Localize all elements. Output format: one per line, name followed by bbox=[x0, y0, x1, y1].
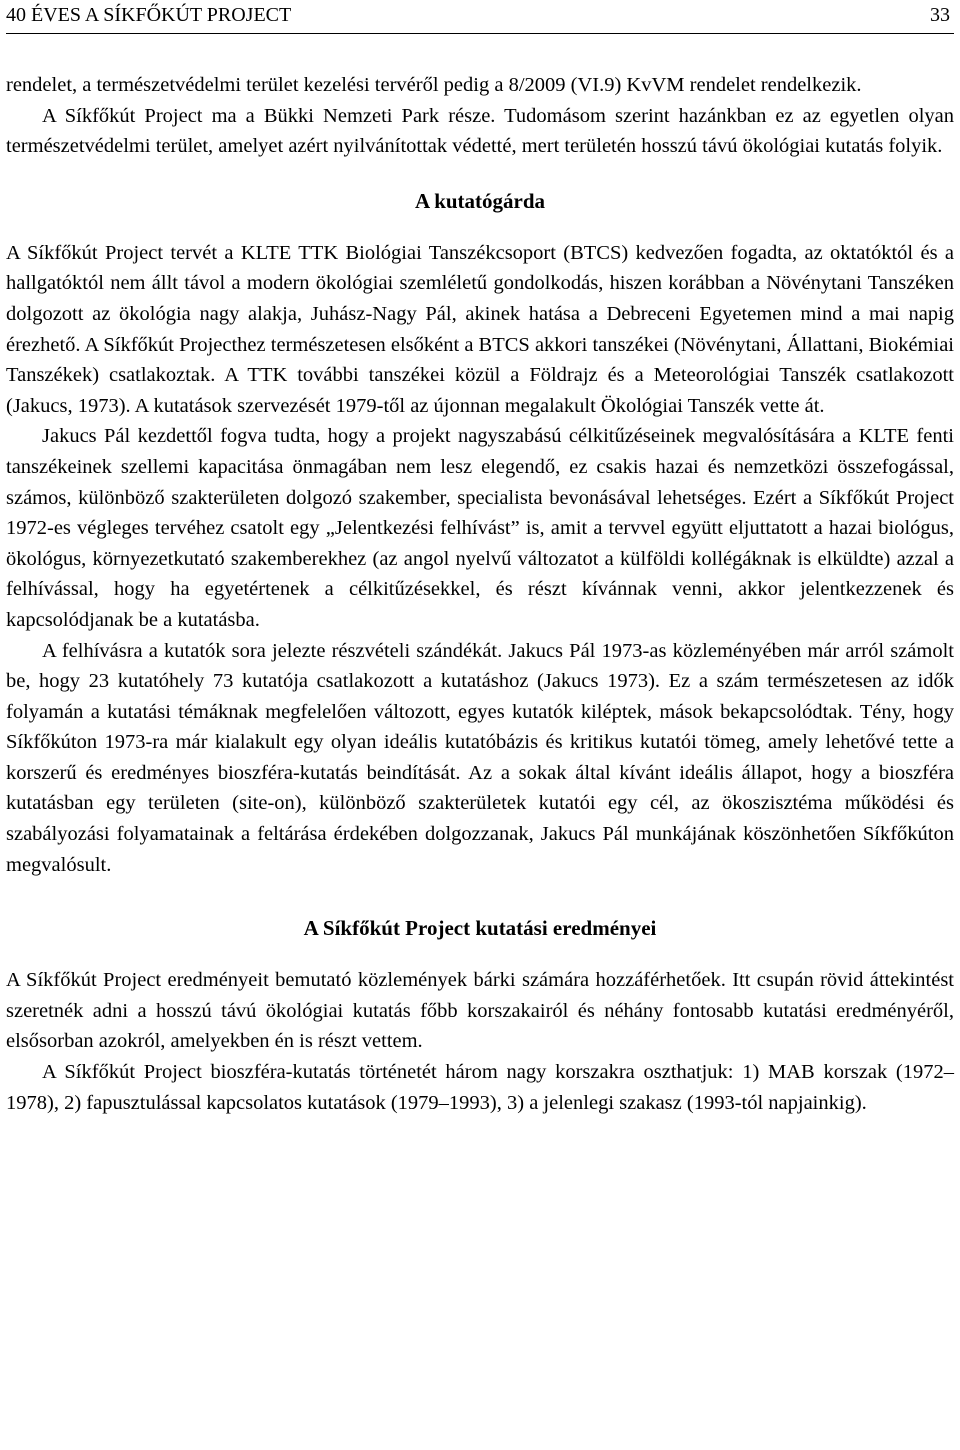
page-number: 33 bbox=[930, 4, 950, 26]
document-body bbox=[6, 70, 954, 1118]
spacer bbox=[6, 216, 954, 238]
spacer bbox=[6, 162, 954, 186]
spacer bbox=[6, 880, 954, 913]
paragraph: A Síkfőkút Project ma a Bükki Nemzeti Park része. Tudomásom szerint hazánkban ez az egyetlen olyan természetvédelmi terület, amelyet azért nyilvánítottak védetté, mert területén hosszú távú ökológiai kutatás folyik. bbox=[6, 104, 954, 158]
spacer bbox=[6, 943, 954, 965]
running-header-title: 40 ÉVES A SÍKFŐKÚT PROJECT bbox=[6, 4, 292, 26]
paragraph: A Síkfőkút Project eredményeit bemutató közlemények bárki számára hozzáférhetőek. Itt csupán rövid áttekintést szeretnék adni a hosszú távú ökológiai kutatás főbb korszakairól és néhány fontosabb kutatási eredményéről, elsősorban azokról, amelyekben én is részt vettem. bbox=[6, 969, 954, 1053]
section-heading: A kutatógárda bbox=[414, 188, 546, 213]
running-header bbox=[6, 0, 954, 34]
paragraph: Jakucs Pál kezdettől fogva tudta, hogy a projekt nagyszabású célkitűzéseinek megvalósítására a KLTE fenti tanszékeinek szellemi kapacitása önmagában nem lesz elegendő, ez csakis hazai és nemzetközi összefogással, számos, különböző szakterületen dolgozó szakember, specialista bevonásával lehetséges. Ezért a Síkfőkút Project 1972-es végleges tervéhez csatolt egy „Jelentkezési felhívást” is, amit a tervvel együtt eljuttatott a hazai biológus, ökológus, környezetkutató szakemberekhez (az angol nyelvű változatot a külföldi kollégáknak is elküldte) azzal a felhívással, hogy ha egyetértenek a célkitűzésekkel, és részt kívánnak venni, akkor jelentkezzenek és kapcsolódjanak be a kutatásba. bbox=[6, 425, 954, 631]
paragraph: rendelet, a természetvédelmi terület kezelési tervéről pedig a 8/2009 (VI.9) KvVM rendelet rendelkezik. bbox=[6, 74, 862, 96]
paragraph: A Síkfőkút Project tervét a KLTE TTK Biológiai Tanszékcsoport (BTCS) kedvezően fogadta, az oktatóktól és a hallgatóktól nem állt távol a modern ökológiai szemléletű gondolkodás, hiszen korábban a Növénytani Tanszéken dolgozott az ökológia nagy alakja, Juhász-Nagy Pál, akinek hatása a Debreceni Egyetemen mind a mai napig érezhető. A Síkfőkút Projecthez természetesen elsőként a BTCS akkori tanszékei (Növénytani, Állattani, Biokémiai Tanszékek) csatlakoztak. A TTK további tanszékei közül a Földrajz és a Meteorológiai Tanszék csatlakozott (Jakucs, 1973). A kutatások szervezését 1979-től az újonnan megalakult Ökológiai Tanszék vette át. bbox=[6, 241, 954, 417]
paragraph: A Síkfőkút Project bioszféra-kutatás történetét három nagy korszakra oszthatjuk: 1) MAB korszak (1972–1978), 2) fapusztulással kapcsolatos kutatások (1979–1993), 3) a jelenlegi szakasz (1993-tól napjainkig). bbox=[6, 1061, 954, 1114]
section-heading: A Síkfőkút Project kutatási eredményei bbox=[303, 916, 657, 941]
paragraph: A felhívásra a kutatók sora jelezte részvételi szándékát. Jakucs Pál 1973-as közleményében már arról számolt be, hogy 23 kutatóhely 73 kutatója csatlakozott a kutatáshoz (Jakucs 1973). Ez a szám természetesen az idők folyamán a kutatási témáknak megfelelően változott, egyes kutatók kiléptek, mások bekapcsolódtak. Tény, hogy Síkfőkúton 1973-ra már kialakult egy olyan ideális kutatóbázis és kritikus kutatói tömeg, amely lehetővé tette a korszerű és eredményes bioszféra-kutatás beindítását. Az a sokak által kívánt ideális állapot, hogy a bioszféra kutatásban egy területen (site-on), különböző szakterületek kutatói egy cél, az ökoszisztéma működési és szabályozási folyamatainak a feltárása érdekében dolgozzanak, Jakucs Pál munkájának köszönhetően Síkfőkúton megvalósult. bbox=[6, 639, 954, 876]
